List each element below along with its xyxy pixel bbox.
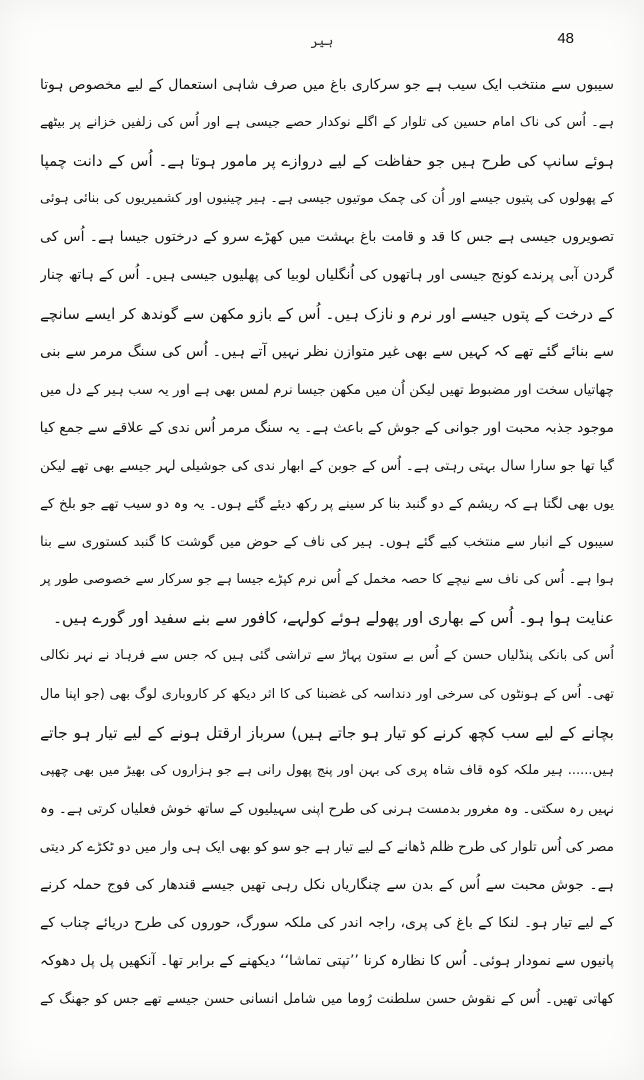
text-line: عنایت ہوا ہو۔ اُس کے بھاری اور پھولے ہوئے کولہے، کافور سے بنے سفید اور گورے ہیں۔ xyxy=(52,609,614,628)
text-line: ہیں...... ہیر ملکہ کوہ قاف شاہ پری کی بہن اور پنج پھول رانی ہے جو ہزاروں کی بھیڑ میں بھی چھپی xyxy=(40,762,614,778)
text-line: تھی۔ اُس کے ہونٹوں کی سرخی اور دنداسہ کی غضبنا کی کا اثر دیکھ کر کاروباری لوگ بھی (جو اپنا مال xyxy=(40,686,614,702)
text-line: سیبوں سے منتخب ایک سیب ہے جو سرکاری باغ میں صرف شاہی استعمال کے لیے مخصوص ہوتا xyxy=(40,77,614,93)
text-line: چھاتیاں سخت اور مضبوط تھیں لیکن اُن میں مکھن جیسا نرم لمس بھی ہے اور یہ سب ہیر کے دل میں xyxy=(40,381,614,398)
text-line: کے لیے تیار ہو۔ لنکا کے باغ کی پری، راجہ اندر کی ملکہ سورگ، حوروں کی طرح دریائے چناب کے xyxy=(40,915,614,932)
text-line: کھاتی تھیں۔ اُس کے نقوش حسن سلطنت رُوما میں شامل انسانی حسن جیسے تھے جس کو جھنگ کے xyxy=(40,991,614,1008)
text-line: بچانے کے لیے سب کچھ کرنے کو تیار ہو جاتے ہیں) سرباز ارقتل ہونے کے لیے تیار ہو جاتے xyxy=(40,723,614,742)
text-line: ہوئے سانپ کی طرح ہیں جو حفاظت کے لیے دروازے پر مامور ہوتا ہے۔ اُس کے دانت چمپا xyxy=(40,152,614,171)
running-title: ہیر xyxy=(310,34,334,49)
body-text xyxy=(40,66,614,1018)
text-line: کے درخت کے پتوں جیسے اور نرم و نازک ہیں۔ اُس کے بازو مکھن سے گوندھ کر ایسے سانچے xyxy=(40,304,614,323)
text-line: اُس کی بانکی پنڈلیاں حسن کے اُس بے ستون پہاڑ سے تراشی گئی ہیں کہ جس سے فرہاد نے نہر نکالی xyxy=(40,648,614,664)
text-line: مصر کی اُس تلوار کی طرح ظلم ڈھانے کے لیے تیار ہے جو سو کو بھی ایک ہی وار میں دو ٹکڑے کر دیتی xyxy=(40,838,614,855)
text-line: گردن آبی پرندے کونج جیسی اور ہاتھوں کی اُنگلیاں لوبیا کی پھلیوں جیسی ہیں۔ اُس کے ہاتھ چنار xyxy=(40,267,614,284)
text-line: یوں بھی لگتا ہے کہ ریشم کے دو گنبد بنا کر سینے پر رکھ دیئے گئے ہوں۔ یہ وہ دو سیب تھے جو بلخ کے xyxy=(40,496,614,513)
page-header xyxy=(0,26,644,56)
text-line: نہیں رہ سکتی۔ وہ مغرور بدمست ہرنی کی طرح اپنی سہیلیوں کے ساتھ خوش فعلیاں کرتی ہے۔ وہ xyxy=(40,800,614,817)
text-line: گیا تھا جو سارا سال بہتی رہتی ہے۔ اُس کے جوبن کے ابھار ندی کی جوشیلی لہر جیسے بھی تھے لیکن xyxy=(40,457,614,474)
text-line: سیبوں کے انبار سے منتخب کیے گئے ہوں۔ ہیر کی ناف کے حوض میں گوشت کا گنبد کستوری سے بنا xyxy=(40,534,614,551)
text-line: موجود جذبہ محبت اور جوانی کے جوش کے باعث ہے۔ یہ سنگ مرمر اُس ندی کے علاقے سے جمع کیا xyxy=(40,419,614,436)
page-number: 48 xyxy=(557,30,574,47)
text-line: سے بنائے گئے تھے کہ کہیں سے بھی غیر متوازن نظر نہیں آتے ہیں۔ اُس کی سنگ مرمر سے بنی xyxy=(40,343,614,360)
text-line: ہے۔ جوش محبت سے اُس کے بدن سے چنگاریاں نکل رہی تھیں جیسے قندھار کی فوج حملہ کرنے xyxy=(40,876,614,893)
text-line: ہوا ہے۔ اُس کی ناف سے نیچے کا حصہ مخمل کے اُس نرم کپڑے جیسا ہے جو سرکار سے خصوصی طور پر xyxy=(40,572,614,588)
text-line: ہے۔ اُس کی ناک امام حسین کی تلوار کے اگلے نوکدار حصے جیسی ہے اور اُس کی زلفیں خزانے پر بیٹھے xyxy=(40,115,614,131)
text-line: تصویروں جیسی ہے جس کا قد و قامت باغ بہشت میں کھڑے سرو کے درختوں جیسا ہے۔ اُس کی xyxy=(40,229,614,246)
text-line: کے پھولوں کی پتیوں جیسے اور اُن کی چمک موتیوں جیسی ہے۔ ہیر چینیوں اور کشمیریوں کی بنائی ہوئی xyxy=(40,191,614,207)
text-line: پانیوں سے نمودار ہوئی۔ اُس کا نظارہ کرنا ’’تپتی تماشا‘‘ دیکھنے کے برابر تھا۔ آنکھیں پل پل دھوکہ xyxy=(40,953,614,970)
